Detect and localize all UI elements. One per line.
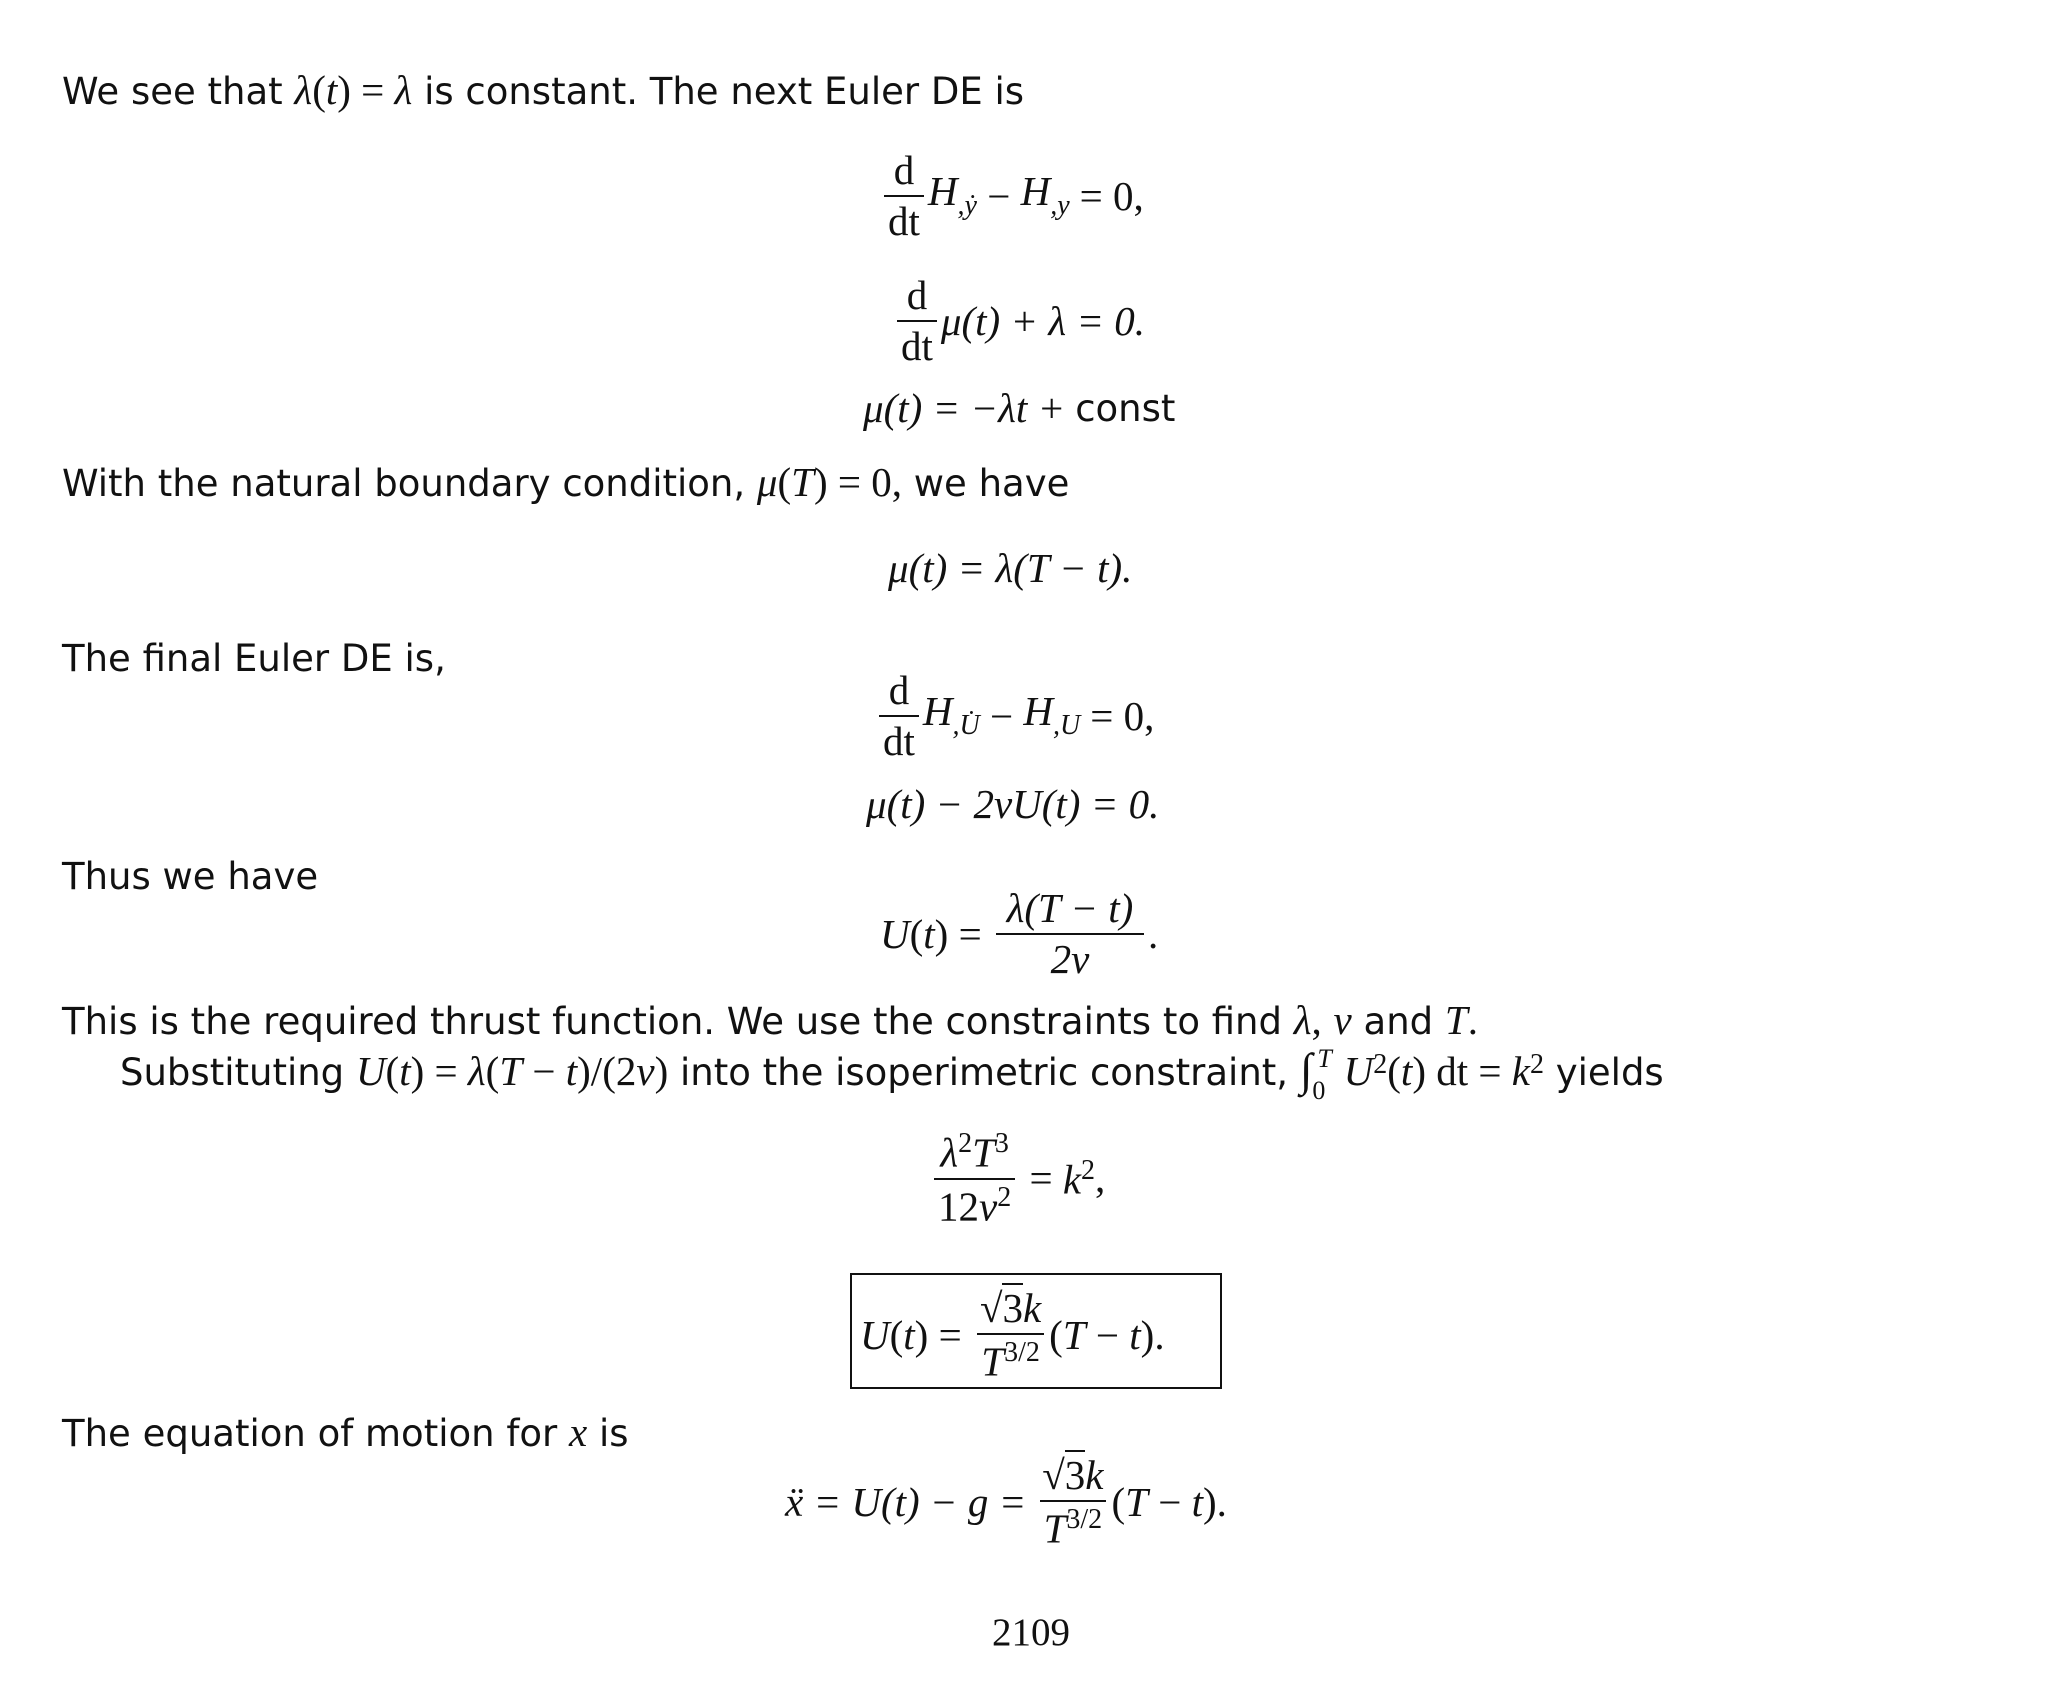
equation-euler-y: $\frac{d}{dt}$ $H_{,ẏ}$ − $H_{,y}$ = 0, [880, 150, 1144, 242]
equation-euler-u-rhs: = 0, [1090, 692, 1155, 739]
paragraph-line-7: The equation of motion for x is [62, 1409, 629, 1455]
paragraph-line-6: Substituting U(t) = λ(T − t)/(2ν) into the isoperimetric constraint, $\int_0^T$ $U^2(t)$ dt = $k^2$ yields [120, 1044, 1664, 1105]
paragraph-line-3: The final Euler DE is, [62, 637, 446, 680]
math-lambda-t: λ [294, 67, 313, 113]
text-we-see-that: We see that [62, 70, 283, 113]
equation-mu-derivative: $\frac{d}{dt}$ μ(t) + λ = 0. [893, 275, 1145, 367]
equation-mu-solution: μ(t) = λ(T − t). [888, 545, 1133, 591]
paragraph-line-4: Thus we have [62, 855, 319, 898]
equation-motion-x: ẍ = U(t) − g = $\frac{√3k}{T^{3/2}}$ ( T − t ). [785, 1452, 1227, 1552]
equation-euler-u: $\frac{d}{dt}$ $H_{,U̇}$ − $H_{,U}$ = 0, [875, 670, 1154, 762]
paragraph-line-2: With the natural boundary condition, μ(T) = 0, we have [62, 459, 1070, 505]
text-is-constant: is constant. The next Euler DE is [424, 70, 1025, 113]
sqrt-symbol: √ [979, 1285, 1003, 1331]
integral-symbol: ∫ [1299, 1044, 1313, 1095]
equation-isoperimetric-result: $\frac{\lambda^2T^3}{12\nu^2}$ = $k^2$ , [930, 1130, 1105, 1227]
equation-thrust-function: U ( t ) = $\frac{\lambda(T - t)}{2\nu}$ . [880, 885, 1159, 982]
equation-euler-y-rhs: = 0, [1079, 172, 1144, 219]
equation-mu-general: μ(t) = −λt + const [863, 385, 1176, 431]
const-label: const [1075, 387, 1176, 430]
equation-mu-minus-u: μ(t) − 2νU(t) = 0. [866, 781, 1160, 827]
equation-thrust-final: U ( t ) = $\frac{√3k}{T^{3/2}}$ ( T − t ). [860, 1285, 1165, 1385]
paragraph-line-1: We see that λ(t) = λ is constant. The next Euler DE is [62, 67, 1025, 113]
paragraph-line-5: This is the required thrust function. We use the constraints to find λ, ν and T. [62, 997, 1478, 1043]
equation-mu-derivative-rhs: μ(t) + λ = 0. [940, 297, 1146, 344]
page-number: 2109 [992, 1611, 1070, 1654]
